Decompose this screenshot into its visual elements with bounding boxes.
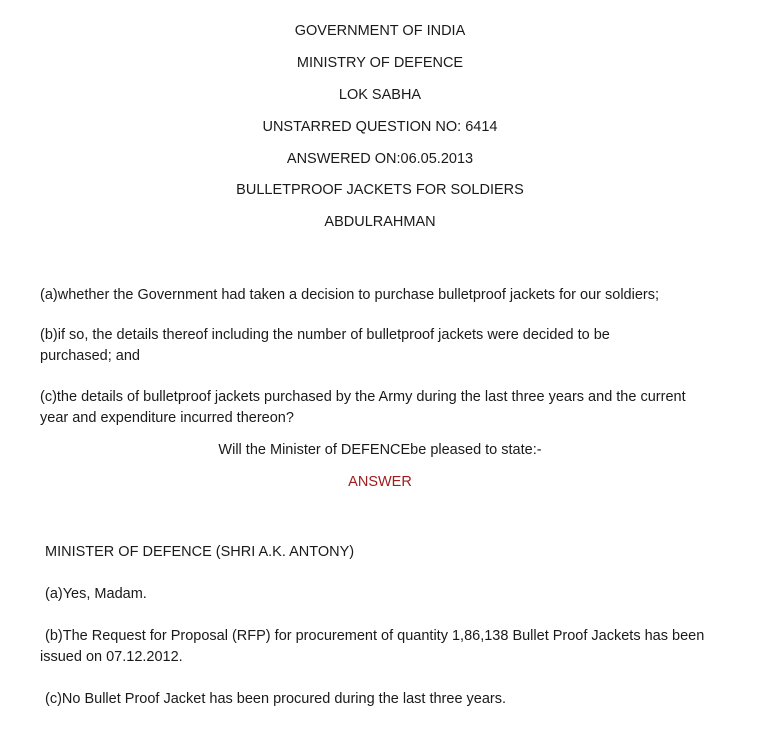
header-government: GOVERNMENT OF INDIA: [294, 23, 466, 39]
answer-heading: ANSWER: [348, 474, 412, 490]
question-b: (b)if so, the details thereof including the number of bulletproof jackets were decided to be purchased; and: [40, 327, 610, 364]
minister-name: MINISTER OF DEFENCE (SHRI A.K. ANTONY): [45, 544, 355, 560]
member-name: ABDULRAHMAN: [324, 214, 436, 230]
header-house: LOK SABHA: [338, 87, 422, 103]
answer-a: (a)Yes, Madam.: [45, 586, 147, 602]
minister-prompt: Will the Minister of DEFENCEbe pleased to state:-: [218, 442, 542, 458]
question-number: UNSTARRED QUESTION NO: 6414: [262, 119, 498, 135]
answer-b-text: (b)The Request for Proposal (RFP) for procurement of quantity 1,86,138 Bullet Proof Jackets has been issued on 07.12.2012.: [40, 628, 705, 665]
question-c: (c)the details of bulletproof jackets purchased by the Army during the last three years and the current year and expenditure incurred thereon?: [40, 389, 686, 426]
answer-b: [40, 626, 730, 668]
header-ministry: MINISTRY OF DEFENCE: [296, 55, 464, 71]
question-subject: BULLETPROOF JACKETS FOR SOLDIERS: [236, 182, 524, 198]
answered-date: ANSWERED ON:06.05.2013: [286, 151, 474, 167]
question-a: (a)whether the Government had taken a decision to purchase bulletproof jackets for our soldiers;: [40, 287, 660, 303]
answer-c: (c)No Bullet Proof Jacket has been procured during the last three years.: [45, 691, 507, 707]
